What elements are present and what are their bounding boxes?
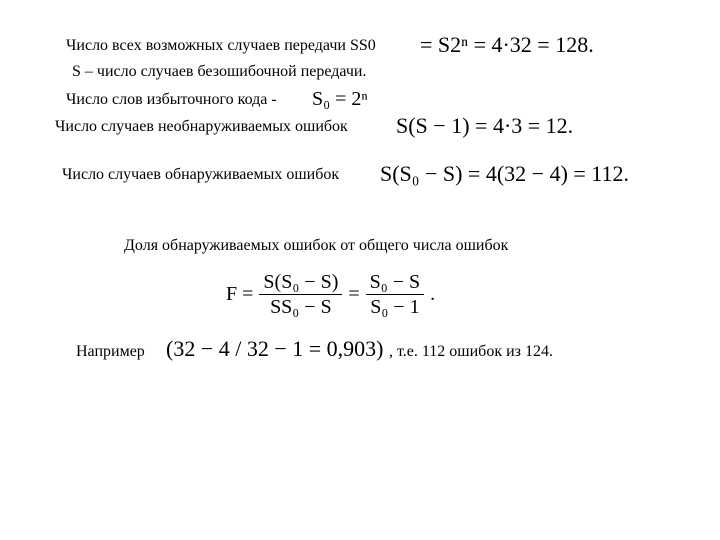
- formula-f-fraction-2: [366, 270, 425, 319]
- formula-f-fraction-1: [259, 270, 342, 319]
- formula-f-frac2-denominator: S₀ − 1: [370, 295, 420, 318]
- line6-text: Доля обнаруживаемых ошибок от общего числа ошибок: [124, 237, 509, 254]
- example-label: Например: [76, 343, 145, 360]
- line4-formula: S(S − 1) = 4·3 = 12.: [396, 113, 574, 138]
- formula-f-end: .: [430, 283, 436, 305]
- example-formula: (32 − 4 / 32 − 1 = 0,903): [166, 336, 384, 361]
- line1-formula: = S2ⁿ = 4·32 = 128.: [420, 32, 594, 57]
- formula-f-frac1-denominator: SS₀ − S: [270, 295, 332, 318]
- line1-text: Число всех возможных случаев передачи SS0: [66, 37, 376, 54]
- formula-f-equals: =: [348, 283, 360, 305]
- formula-f-frac1-numerator: S(S₀ − S): [259, 270, 342, 295]
- formula-f-lhs: F =: [226, 283, 254, 305]
- example-tail: , т.е. 112 ошибок из 124.: [389, 343, 553, 360]
- formula-f-frac2-numerator: S₀ − S: [366, 270, 425, 295]
- line5-formula: S(S₀ − S) = 4(32 − 4) = 112.: [380, 161, 629, 186]
- line3-text: Число слов избыточного кода -: [66, 91, 277, 108]
- line2-text: S – число случаев безошибочной передачи.: [72, 63, 367, 80]
- line3-formula: S₀ = 2ⁿ: [312, 88, 368, 110]
- line4-text: Число случаев необнаруживаемых ошибок: [55, 118, 348, 135]
- line5-text: Число случаев обнаруживаемых ошибок: [62, 166, 340, 183]
- formula-f: [226, 264, 435, 324]
